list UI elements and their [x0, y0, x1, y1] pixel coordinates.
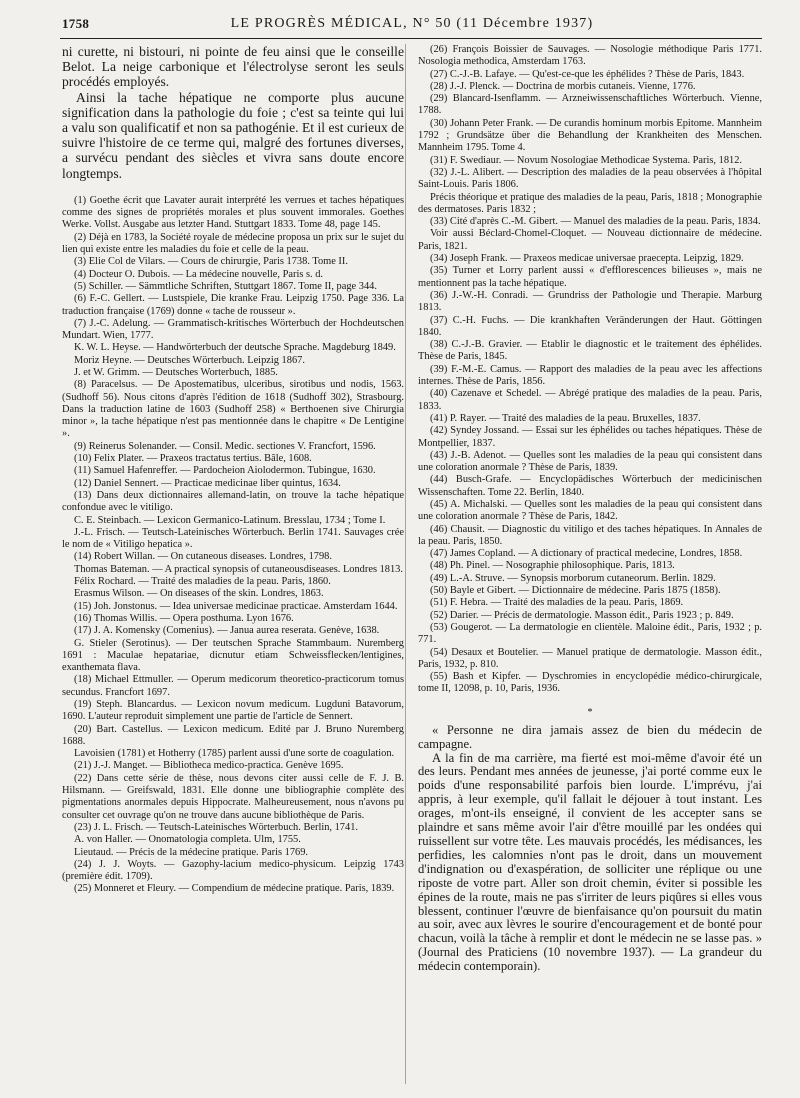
footnote: (24) J. J. Woyts. — Gazophy-lacium medico-physicum. Leipzig 1743 (première édit. 1709).	[62, 858, 404, 883]
footnote: (1) Goethe écrit que Lavater aurait interprété les verrues et taches hépatiques comme des signes de propriétés morales et plus souvent immorales. Goethes Werke. Vollst. Ausgabe aus letzter Hand. Stuttgart 1833. Tome 48, page 145.	[62, 194, 404, 231]
footnote: (17) J. A. Komensky (Comenius). — Janua aurea reserata. Genève, 1638.	[74, 625, 380, 637]
footnotes-right	[418, 44, 762, 696]
footnote: K. W. L. Heyse. — Handwörterbuch der deutsche Sprache. Magdeburg 1849.	[74, 342, 396, 354]
footnote: (19) Steph. Blancardus. — Lexicon novum medicum. Lugduni Batavorum, 1690. L'auteur reproduit simplement une partie de l'article de Sennert.	[62, 699, 404, 723]
footnote: (33) Cité d'après C.-M. Gibert. — Manuel des maladies de la peau. Paris, 1834.	[430, 216, 761, 228]
footnote: (37) C.-H. Fuchs. — Die krankhaften Veränderungen der Haut. Göttingen 1840.	[418, 314, 762, 338]
quote-paragraph: « Personne ne dira jamais assez de bien du médecin de campagne.	[418, 722, 762, 751]
quote-paragraph: A la fin de ma carrière, ma fierté est moi-même d'avoir été un des leurs. Pendant mes années de jeunesse, j'ai porté comme eux le poids d'une responsabilité parfois bien lourde. L'imprévu, j'ai appris, à leur exemple, qu'il fallait le déjouer à tout instant. Les orages, m'ont-ils enseigné, il convient de les accepter sans se plaindre et sans même avoir l'air d'être mouillé par les ondées qui ruissellent sur votre tête. Les mauvais procédés, les médisances, les perfidies, les calomnies n'ont pas le droit, dans un mouvement d'indignation ou d'exaspération, de solliciter une réplique ou une riposte de votre part. Aller son droit chemin, éviter si possible les épines de la route, mais ne pas s'irriter de leurs piqûres si elles vous blessent, continuer l'œuvre de bienfaisance qu'on poursuit du matin au soir, avec aux lèvres le sourire d'encouragement et de bonté pour chacun, voilà la tâche à remplir et dont le médecin ne se lasse pas. » (Journal des Praticiens (10 novembre 1937). — La grandeur du médecin contemporain).	[418, 750, 762, 974]
footnote: (42) Syndey Jossand. — Essai sur les éphélides ou taches hépatiques. Thèse de Montpellier, 1837.	[418, 425, 762, 449]
footnote: Voir aussi Béclard-Chomel-Cloquet. — Nouveau dictionnaire de médecine. Paris, 1821.	[418, 228, 762, 252]
footnote: (41) P. Rayer. — Traité des maladies de la peau. Bruxelles, 1837.	[430, 412, 701, 424]
footnote: (45) A. Michalski. — Quelles sont les maladies de la peau qui consistent dans une coloration anormale ? Thèse de Paris, 1842.	[418, 498, 762, 523]
footnotes-left	[62, 195, 404, 896]
footnote: (46) Chausit. — Diagnostic du vitiligo et des taches hépatiques. In Annales de la peau. Paris, 1850.	[418, 523, 762, 547]
footnote: (35) Turner et Lorry parlent aussi « d'efflorescences bilieuses », mais ne mentionnent pas la tache hépatique.	[418, 265, 762, 289]
footnote: (39) F.-M.-E. Camus. — Rapport des maladies de la peau avec les affections internes. Thèse de Paris, 1856.	[418, 363, 762, 388]
footnote: (55) Bash et Kipfer. — Dyschromies in encyclopédie médico-chirurgicale, tome II, 12098, p. 10, Paris, 1936.	[418, 671, 762, 695]
footnote: (7) J.-C. Adelung. — Grammatisch-kritisches Wörterbuch der Hochdeutschen Mundart. Wien, 1777.	[62, 317, 404, 342]
column-divider	[405, 44, 406, 1084]
footnote: G. Stieler (Serotinus). — Der teutschen Sprache Stammbaum. Nuremberg 1691 : Maculae hepatariae, dicnutur etiam Schweissflecken/lentigines, exanthemata flava.	[62, 637, 404, 674]
footnote: C. E. Steinbach. — Lexicon Germanico-Latinum. Bresslau, 1734 ; Tome I.	[74, 514, 386, 526]
footnote: (10) Felix Plater. — Praxeos tractatus tertius. Bâle, 1608.	[74, 453, 312, 465]
footnote: (9) Reinerus Solenander. — Consil. Medic. sectiones V. Francfort, 1596.	[74, 440, 376, 452]
footnote: (12) Daniel Sennert. — Practicae medicinae liber quintus, 1634.	[74, 477, 341, 489]
footnote: A. von Haller. — Onomatologia completa. Ulm, 1755.	[74, 834, 301, 846]
running-title: LE PROGRÈS MÉDICAL, N° 50 (11 Décembre 1937)	[230, 16, 594, 31]
page-header	[62, 16, 762, 36]
footnote: (52) Darier. — Précis de dermatologie. Masson édit., Paris 1923 ; p. 849.	[430, 609, 734, 621]
footnote: (48) Ph. Pinel. — Nosographie philosophique. Paris, 1813.	[430, 560, 675, 572]
footnote: (6) F.-C. Gellert. — Lustspiele, Die kranke Frau. Leipzig 1750. Page 336. La traduction française (1769) donne « tache de rousseur ».	[62, 293, 404, 317]
footnote: (54) Desaux et Boutelier. — Manuel pratique de dermatologie. Masson édit., Paris, 1932, p. 810.	[418, 646, 762, 670]
footnote: (36) J.-W.-H. Conradi. — Grundriss der Pathologie und Therapie. Marburg 1813.	[418, 289, 762, 314]
footnote: (34) Joseph Frank. — Praxeos medicae universae praecepta. Leipzig, 1829.	[430, 253, 744, 265]
footnote: (31) F. Swediaur. — Novum Nosologiae Methodicae Systema. Paris, 1812.	[430, 154, 743, 166]
footnote: (53) Gougerot. — La dermatologie en clientèle. Maloine édit., Paris, 1932 ; p. 771.	[418, 621, 762, 646]
footnote: (25) Monneret et Fleury. — Compendium de médecine pratique. Paris, 1839.	[74, 883, 395, 895]
footnote: (18) Michael Ettmuller. — Operum medicorum theoretico-practicorum tomus secundus. Francfort 1697.	[62, 674, 404, 698]
footnote: (5) Schiller. — Sämmtliche Schriften, Stuttgart 1867. Tome II, page 344.	[74, 280, 377, 292]
footnote: (15) Joh. Jonstonus. — Idea universae medicinae practicae. Amsterdam 1644.	[74, 600, 398, 612]
footnote: (27) C.-J.-B. Lafaye. — Qu'est-ce-que les éphélides ? Thèse de Paris, 1843.	[430, 68, 745, 80]
footnote: J.-L. Frisch. — Teutsch-Lateinisches Wörterbuch. Berlin 1741. Sauvages crée le nom de « Vitiligo hepatica ».	[62, 526, 404, 551]
footnote: (29) Blancard-Isenflamm. — Arzneiwissenschaftliches Wörterbuch. Vienne, 1788.	[418, 93, 762, 117]
footnote: (14) Robert Willan. — On cutaneous diseases. Londres, 1798.	[74, 551, 332, 563]
left-column	[62, 44, 404, 896]
footnote: (8) Paracelsus. — De Apostematibus, ulceribus, sirotibus und nodis, 1563. (Sudhoff 56). Nous citons d'après l'édition de 1618 (Sudhoff 302), Strasbourg. Dans la traduction latine de 1603 (Sudhoff 258) « Berthoenen sive Chirurgia minor », la tache hépatique n'est pas mentionnée dans le chapitre « De Lentigine ».	[62, 379, 404, 440]
footnote: (4) Docteur O. Dubois. — La médecine nouvelle, Paris s. d.	[74, 268, 324, 280]
page-number: 1758	[62, 16, 90, 31]
header-rule	[60, 38, 762, 39]
footnote: (26) François Boissier de Sauvages. — Nosologie méthodique Paris 1771. Nosologia methodica, Amsterdam 1763.	[418, 44, 762, 68]
footnote: Lieutaud. — Précis de la médecine pratique. Paris 1769.	[74, 846, 309, 858]
footnote: Précis théorique et pratique des maladies de la peau, Paris, 1818 ; Monographie des dermatoses. Paris 1832 ;	[418, 191, 762, 215]
footnote: (2) Déjà en 1783, la Société royale de médecine proposa un prix sur le sujet du lien qui existe entre les maladies du foie et celle de la peau.	[62, 231, 404, 256]
body-paragraph: Ainsi la tache hépatique ne comporte plus aucune signification dans la pathologie du foie ; c'est sa teinte qui lui a valu son qualificatif et non sa pathogénie. Et il est curieux de suivre l'histoire de ce terme qui, malgré des fortunes diverses, a survécu pendant des siècles et vivra sans doute encore longtemps.	[62, 89, 404, 181]
footnote: (13) Dans deux dictionnaires allemand-latin, on trouve la tache hépatique confondue avec le vitiligo.	[62, 489, 404, 514]
footnote: (22) Dans cette série de thèse, nous devons citer aussi celle de F. J. B. Hilsmann. — Greifswald, 1831. Elle donne une bibliographie complète des pigmentations anormales depuis Hippocrate. Malheureusement, nous n'avons pu consulter cet ouvrage qu'on ne trouve dans aucune bibliothèque de Paris.	[62, 772, 404, 821]
footnote: (38) C.-J.-B. Gravier. — Etablir le diagnostic et le traitement des éphélides. Thèse de Paris, 1845.	[418, 339, 762, 363]
footnote: (11) Samuel Hafenreffer. — Pardocheion Aiolodermon. Tubingue, 1630.	[74, 465, 376, 477]
footnote: (3) Elie Col de Vilars. — Cours de chirurgie, Paris 1738. Tome II.	[74, 256, 348, 268]
footnote: Félix Rochard. — Traité des maladies de la peau. Paris, 1860.	[74, 576, 331, 588]
footnote: (49) L.-A. Struve. — Synopsis morborum cutaneorum. Berlin. 1829.	[430, 572, 716, 584]
footnote: (47) James Copland. — A dictionary of practical medecine, Londres, 1858.	[430, 548, 743, 560]
footnote: (44) Busch-Grafe. — Encyclopädisches Wörterbuch der medicinischen Wissenschaften. Tome 22. Berlin, 1840.	[418, 474, 762, 498]
section-separator: *	[587, 706, 593, 718]
footnote: (32) J.-L. Alibert. — Description des maladies de la peau observées à l'hôpital Saint-Louis. Paris 1806.	[418, 166, 762, 191]
footnote: (40) Cazenave et Schedel. — Abrégé pratique des maladies de la peau. Paris, 1833.	[418, 388, 762, 412]
right-column	[418, 44, 762, 974]
footnote: (21) J.-J. Manget. — Bibliotheca medico-practica. Genève 1695.	[74, 760, 344, 772]
footnote: Thomas Bateman. — A practical synopsis of cutaneousdiseases. Londres 1813.	[74, 563, 403, 575]
footnote: (43) J.-B. Adenot. — Quelles sont les maladies de la peau qui consistent dans une coloration anormale ? Thèse de Paris, 1839.	[418, 449, 762, 474]
body-paragraph: ni curette, ni bistouri, ni pointe de feu ainsi que le conseille Belot. La neige carbonique et l'électrolyse seront les seuls procédés employés.	[62, 44, 404, 90]
footnote: (30) Johann Peter Frank. — De curandis hominum morbis Epitome. Mannheim 1792 ; Grundsätze über die Behandlung der Krankheiten des Menschen. Mannheim 1795. Tome 4.	[418, 117, 762, 154]
footnote: (28) J.-J. Plenck. — Doctrina de morbis cutaneis. Vienne, 1776.	[430, 80, 696, 92]
footnote: Lavoisien (1781) et Hotherry (1785) parlent aussi d'une sorte de coagulation.	[74, 748, 395, 760]
footnote: J. et W. Grimm. — Deutsches Worterbuch, 1885.	[74, 366, 278, 378]
footnote: (20) Bart. Castellus. — Lexicon medicum. Edité par J. Bruno Nuremberg 1688.	[62, 723, 404, 747]
footnote: Erasmus Wilson. — On diseases of the skin. Londres, 1863.	[74, 588, 324, 600]
footnote: Moriz Heyne. — Deutsches Wörterbuch. Leipzig 1867.	[74, 354, 305, 366]
footnote: (51) F. Hebra. — Traité des maladies de la peau. Paris, 1869.	[430, 597, 684, 609]
footnote: (16) Thomas Willis. — Opera posthuma. Lyon 1676.	[74, 612, 294, 624]
footnote: (23) J. L. Frisch. — Teutsch-Lateinisches Wörterbuch. Berlin, 1741.	[74, 821, 358, 833]
quotation	[418, 724, 762, 974]
footnote: (50) Bayle et Gibert. — Dictionnaire de médecine. Paris 1875 (1858).	[430, 585, 721, 597]
